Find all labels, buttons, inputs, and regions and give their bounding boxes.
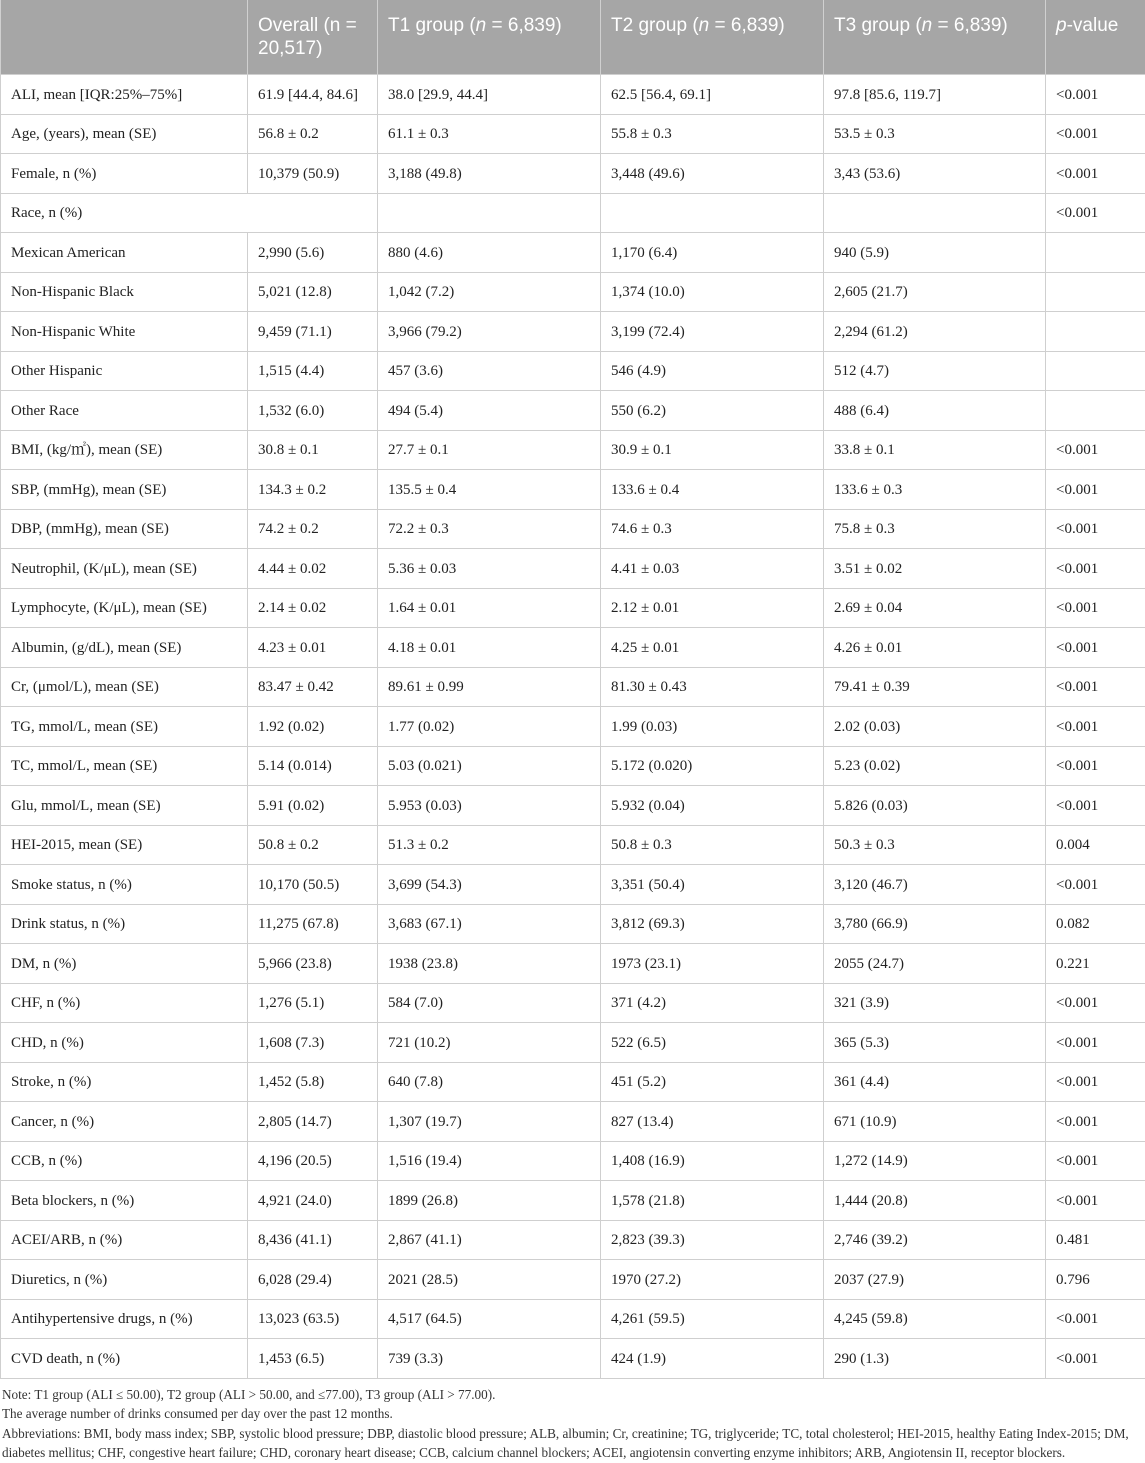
cell-t2: 1,408 (16.9) xyxy=(601,1141,824,1181)
header-t1-suffix: = 6,839) xyxy=(486,15,562,36)
header-t2-n: n xyxy=(699,15,710,36)
cell-overall: 74.2 ± 0.2 xyxy=(248,509,378,549)
cell-p-value: <0.001 xyxy=(1046,1023,1145,1063)
table-row xyxy=(1,786,1145,826)
cell-p-value: 0.004 xyxy=(1046,825,1145,865)
cell-t3: 2,746 (39.2) xyxy=(824,1220,1046,1260)
cell-t3: 5.826 (0.03) xyxy=(824,786,1046,826)
row-label: Diuretics, n (%) xyxy=(1,1260,248,1300)
cell-t1: 2,867 (41.1) xyxy=(378,1220,601,1260)
cell-t3: 3,43 (53.6) xyxy=(824,154,1046,194)
cell-p-value xyxy=(1046,233,1145,273)
table-row xyxy=(1,1141,1145,1181)
cell-p-value: <0.001 xyxy=(1046,1102,1145,1142)
cell-t2: 5.172 (0.020) xyxy=(601,746,824,786)
cell-p-value: <0.001 xyxy=(1046,667,1145,707)
cell-overall: 1,452 (5.8) xyxy=(248,1062,378,1102)
row-label: Cancer, n (%) xyxy=(1,1102,248,1142)
table-row xyxy=(1,75,1145,115)
cell-t3: 79.41 ± 0.39 xyxy=(824,667,1046,707)
cell-t1: 3,683 (67.1) xyxy=(378,904,601,944)
cell-p-value: <0.001 xyxy=(1046,865,1145,905)
cell-t2: 3,351 (50.4) xyxy=(601,865,824,905)
cell-t2: 1970 (27.2) xyxy=(601,1260,824,1300)
row-label: Antihypertensive drugs, n (%) xyxy=(1,1299,248,1339)
cell-t1: 2021 (28.5) xyxy=(378,1260,601,1300)
cell-t1 xyxy=(378,193,601,233)
row-label: Glu, mmol/L, mean (SE) xyxy=(1,786,248,826)
cell-t1: 5.36 ± 0.03 xyxy=(378,549,601,589)
table-row xyxy=(1,667,1145,707)
cell-overall: 30.8 ± 0.1 xyxy=(248,430,378,470)
cell-p-value: 0.082 xyxy=(1046,904,1145,944)
row-label: Cr, (μmol/L), mean (SE) xyxy=(1,667,248,707)
row-label: Female, n (%) xyxy=(1,154,248,194)
cell-p-value: <0.001 xyxy=(1046,193,1145,233)
table-row xyxy=(1,1062,1145,1102)
cell-overall: 4.23 ± 0.01 xyxy=(248,628,378,668)
cell-p-value: <0.001 xyxy=(1046,114,1145,154)
cell-t2: 4.41 ± 0.03 xyxy=(601,549,824,589)
header-t3-group xyxy=(824,0,1046,75)
cell-overall: 5,966 (23.8) xyxy=(248,944,378,984)
cell-t3: 512 (4.7) xyxy=(824,351,1046,391)
cell-t3: 133.6 ± 0.3 xyxy=(824,470,1046,510)
table-row xyxy=(1,983,1145,1023)
cell-t2: 1,578 (21.8) xyxy=(601,1181,824,1221)
cell-t1: 61.1 ± 0.3 xyxy=(378,114,601,154)
cell-p-value: <0.001 xyxy=(1046,1339,1145,1379)
cell-overall: 4.44 ± 0.02 xyxy=(248,549,378,589)
cell-p-value: <0.001 xyxy=(1046,509,1145,549)
row-label: Age, (years), mean (SE) xyxy=(1,114,248,154)
table-row xyxy=(1,154,1145,194)
cell-t1: 1938 (23.8) xyxy=(378,944,601,984)
header-label-column xyxy=(1,0,248,75)
cell-t1: 38.0 [29.9, 44.4] xyxy=(378,75,601,115)
table-row xyxy=(1,312,1145,352)
table-row xyxy=(1,1339,1145,1379)
cell-overall: 6,028 (29.4) xyxy=(248,1260,378,1300)
cell-t2: 74.6 ± 0.3 xyxy=(601,509,824,549)
cell-t3: 97.8 [85.6, 119.7] xyxy=(824,75,1046,115)
header-t1-prefix: T1 group ( xyxy=(388,15,476,36)
table-body xyxy=(1,75,1145,1379)
table-row xyxy=(1,430,1145,470)
row-label: Beta blockers, n (%) xyxy=(1,1181,248,1221)
row-label: Race, n (%) xyxy=(1,193,378,233)
cell-t3: 488 (6.4) xyxy=(824,391,1046,431)
header-t1-n: n xyxy=(476,15,487,36)
cell-t3: 290 (1.3) xyxy=(824,1339,1046,1379)
cell-p-value xyxy=(1046,272,1145,312)
cell-t1: 494 (5.4) xyxy=(378,391,601,431)
table-row xyxy=(1,1260,1145,1300)
cell-t3: 2.69 ± 0.04 xyxy=(824,588,1046,628)
table-row xyxy=(1,865,1145,905)
table-footnotes xyxy=(0,1379,1145,1463)
row-label: Smoke status, n (%) xyxy=(1,865,248,905)
cell-t1: 4.18 ± 0.01 xyxy=(378,628,601,668)
cell-t1: 51.3 ± 0.2 xyxy=(378,825,601,865)
cell-overall: 9,459 (71.1) xyxy=(248,312,378,352)
cell-t1: 640 (7.8) xyxy=(378,1062,601,1102)
cell-overall: 1,608 (7.3) xyxy=(248,1023,378,1063)
cell-t3: 940 (5.9) xyxy=(824,233,1046,273)
cell-t3: 2.02 (0.03) xyxy=(824,707,1046,747)
cell-t3: 2037 (27.9) xyxy=(824,1260,1046,1300)
cell-t1: 1899 (26.8) xyxy=(378,1181,601,1221)
cell-t3: 5.23 (0.02) xyxy=(824,746,1046,786)
row-label: Stroke, n (%) xyxy=(1,1062,248,1102)
cell-t2: 5.932 (0.04) xyxy=(601,786,824,826)
cell-t3: 4.26 ± 0.01 xyxy=(824,628,1046,668)
cell-t2: 3,448 (49.6) xyxy=(601,154,824,194)
header-t2-prefix: T2 group ( xyxy=(611,15,699,36)
table-row xyxy=(1,904,1145,944)
header-t1-group xyxy=(378,0,601,75)
table-row xyxy=(1,114,1145,154)
cell-overall: 8,436 (41.1) xyxy=(248,1220,378,1260)
table-row xyxy=(1,825,1145,865)
cell-t3: 75.8 ± 0.3 xyxy=(824,509,1046,549)
cell-t3: 50.3 ± 0.3 xyxy=(824,825,1046,865)
cell-p-value: <0.001 xyxy=(1046,786,1145,826)
row-label: Non-Hispanic Black xyxy=(1,272,248,312)
cell-t1: 721 (10.2) xyxy=(378,1023,601,1063)
cell-p-value: <0.001 xyxy=(1046,1062,1145,1102)
footnote-line: The average number of drinks consumed per day over the past 12 months. xyxy=(2,1404,1143,1424)
header-t3-prefix: T3 group ( xyxy=(834,15,922,36)
cell-overall: 1,532 (6.0) xyxy=(248,391,378,431)
header-p-suffix: -value xyxy=(1067,15,1119,36)
header-row xyxy=(1,0,1145,75)
cell-t2: 133.6 ± 0.4 xyxy=(601,470,824,510)
cell-t2: 50.8 ± 0.3 xyxy=(601,825,824,865)
cell-t2: 62.5 [56.4, 69.1] xyxy=(601,75,824,115)
cell-p-value: <0.001 xyxy=(1046,430,1145,470)
cell-p-value: <0.001 xyxy=(1046,707,1145,747)
cell-t1: 1,516 (19.4) xyxy=(378,1141,601,1181)
header-t3-suffix: = 6,839) xyxy=(932,15,1008,36)
table-row xyxy=(1,1220,1145,1260)
row-label: Other Race xyxy=(1,391,248,431)
cell-t1: 5.03 (0.021) xyxy=(378,746,601,786)
cell-t2: 2.12 ± 0.01 xyxy=(601,588,824,628)
cell-overall: 1,276 (5.1) xyxy=(248,983,378,1023)
table-row xyxy=(1,233,1145,273)
cell-t2: 424 (1.9) xyxy=(601,1339,824,1379)
cell-t2: 451 (5.2) xyxy=(601,1062,824,1102)
cell-t2: 3,199 (72.4) xyxy=(601,312,824,352)
row-label: Lymphocyte, (K/μL), mean (SE) xyxy=(1,588,248,628)
cell-overall: 10,379 (50.9) xyxy=(248,154,378,194)
cell-t3: 1,272 (14.9) xyxy=(824,1141,1046,1181)
cell-t2: 827 (13.4) xyxy=(601,1102,824,1142)
cell-t1: 1.64 ± 0.01 xyxy=(378,588,601,628)
cell-p-value: <0.001 xyxy=(1046,1181,1145,1221)
row-label: Non-Hispanic White xyxy=(1,312,248,352)
cell-t3: 3,120 (46.7) xyxy=(824,865,1046,905)
row-label: ALI, mean [IQR:25%–75%] xyxy=(1,75,248,115)
cell-t2: 55.8 ± 0.3 xyxy=(601,114,824,154)
header-overall: Overall (n = 20,517) xyxy=(248,0,378,75)
cell-t2 xyxy=(601,193,824,233)
cell-t1: 880 (4.6) xyxy=(378,233,601,273)
header-t3-n: n xyxy=(922,15,933,36)
table-row xyxy=(1,470,1145,510)
cell-overall: 4,196 (20.5) xyxy=(248,1141,378,1181)
table-row xyxy=(1,707,1145,747)
cell-t1: 457 (3.6) xyxy=(378,351,601,391)
cell-t3 xyxy=(824,193,1046,233)
table-row xyxy=(1,1023,1145,1063)
cell-t1: 3,966 (79.2) xyxy=(378,312,601,352)
cell-t2: 1,374 (10.0) xyxy=(601,272,824,312)
cell-t2: 1973 (23.1) xyxy=(601,944,824,984)
row-label: Other Hispanic xyxy=(1,351,248,391)
cell-t2: 522 (6.5) xyxy=(601,1023,824,1063)
cell-t1: 1.77 (0.02) xyxy=(378,707,601,747)
row-label: SBP, (mmHg), mean (SE) xyxy=(1,470,248,510)
header-t2-group xyxy=(601,0,824,75)
table-header xyxy=(1,0,1145,75)
table-row xyxy=(1,509,1145,549)
cell-t1: 3,699 (54.3) xyxy=(378,865,601,905)
cell-p-value: <0.001 xyxy=(1046,628,1145,668)
cell-p-value: <0.001 xyxy=(1046,1299,1145,1339)
cell-overall: 1,515 (4.4) xyxy=(248,351,378,391)
cell-overall: 50.8 ± 0.2 xyxy=(248,825,378,865)
cell-p-value: <0.001 xyxy=(1046,1141,1145,1181)
row-label: DM, n (%) xyxy=(1,944,248,984)
cell-overall: 4,921 (24.0) xyxy=(248,1181,378,1221)
row-label: TG, mmol/L, mean (SE) xyxy=(1,707,248,747)
cell-t2: 1,170 (6.4) xyxy=(601,233,824,273)
cell-overall: 61.9 [44.4, 84.6] xyxy=(248,75,378,115)
cell-p-value: <0.001 xyxy=(1046,154,1145,194)
cell-p-value: 0.481 xyxy=(1046,1220,1145,1260)
row-label: CHD, n (%) xyxy=(1,1023,248,1063)
row-label: HEI-2015, mean (SE) xyxy=(1,825,248,865)
cell-p-value: <0.001 xyxy=(1046,746,1145,786)
row-label: Drink status, n (%) xyxy=(1,904,248,944)
cell-overall: 1.92 (0.02) xyxy=(248,707,378,747)
cell-p-value: <0.001 xyxy=(1046,983,1145,1023)
cell-t2: 3,812 (69.3) xyxy=(601,904,824,944)
cell-t3: 53.5 ± 0.3 xyxy=(824,114,1046,154)
cell-t3: 365 (5.3) xyxy=(824,1023,1046,1063)
cell-t2: 371 (4.2) xyxy=(601,983,824,1023)
cell-t1: 1,042 (7.2) xyxy=(378,272,601,312)
cell-overall: 2.14 ± 0.02 xyxy=(248,588,378,628)
cell-t2: 2,823 (39.3) xyxy=(601,1220,824,1260)
cell-overall: 83.47 ± 0.42 xyxy=(248,667,378,707)
cell-overall: 2,990 (5.6) xyxy=(248,233,378,273)
cell-t3: 321 (3.9) xyxy=(824,983,1046,1023)
cell-overall: 5.14 (0.014) xyxy=(248,746,378,786)
cell-t1: 584 (7.0) xyxy=(378,983,601,1023)
header-p-italic: p xyxy=(1056,15,1067,36)
cell-overall: 5.91 (0.02) xyxy=(248,786,378,826)
cell-t3: 671 (10.9) xyxy=(824,1102,1046,1142)
cell-overall: 5,021 (12.8) xyxy=(248,272,378,312)
row-label: CHF, n (%) xyxy=(1,983,248,1023)
cell-t3: 33.8 ± 0.1 xyxy=(824,430,1046,470)
cell-p-value xyxy=(1046,391,1145,431)
row-label: DBP, (mmHg), mean (SE) xyxy=(1,509,248,549)
cell-t1: 4,517 (64.5) xyxy=(378,1299,601,1339)
table-row xyxy=(1,272,1145,312)
cell-overall: 13,023 (63.5) xyxy=(248,1299,378,1339)
cell-p-value xyxy=(1046,351,1145,391)
cell-t3: 3,780 (66.9) xyxy=(824,904,1046,944)
cell-t3: 3.51 ± 0.02 xyxy=(824,549,1046,589)
table-row xyxy=(1,588,1145,628)
cell-t3: 2055 (24.7) xyxy=(824,944,1046,984)
cell-t1: 739 (3.3) xyxy=(378,1339,601,1379)
cell-overall: 2,805 (14.7) xyxy=(248,1102,378,1142)
cell-t1: 1,307 (19.7) xyxy=(378,1102,601,1142)
cell-t3: 361 (4.4) xyxy=(824,1062,1046,1102)
cell-overall: 1,453 (6.5) xyxy=(248,1339,378,1379)
table-row xyxy=(1,549,1145,589)
cell-overall: 134.3 ± 0.2 xyxy=(248,470,378,510)
cell-t2: 4.25 ± 0.01 xyxy=(601,628,824,668)
cell-t2: 1.99 (0.03) xyxy=(601,707,824,747)
header-p-value xyxy=(1046,0,1145,75)
cell-t2: 81.30 ± 0.43 xyxy=(601,667,824,707)
cell-t2: 550 (6.2) xyxy=(601,391,824,431)
footnote-line: Abbreviations: BMI, body mass index; SBP, systolic blood pressure; DBP, diastolic blood pressure; ALB, albumin; Cr, creatinine; TG, triglyceride; TC, total cholesterol; HEI-2015, healthy Eating Index-2015; DM, diabetes mellitus; CHF, congestive heart failure; CHD, coronary heart disease; CCB, calcium channel blockers; ACEI, angiotensin converting enzyme inhibitors; ARB, Angiotensin II, receptor blockers. xyxy=(2,1424,1143,1463)
table-row xyxy=(1,1299,1145,1339)
cell-t1: 3,188 (49.8) xyxy=(378,154,601,194)
table-row xyxy=(1,1181,1145,1221)
cell-t2: 4,261 (59.5) xyxy=(601,1299,824,1339)
cell-t1: 72.2 ± 0.3 xyxy=(378,509,601,549)
cell-t1: 135.5 ± 0.4 xyxy=(378,470,601,510)
row-label: Mexican American xyxy=(1,233,248,273)
cell-t3: 2,294 (61.2) xyxy=(824,312,1046,352)
row-label: TC, mmol/L, mean (SE) xyxy=(1,746,248,786)
cell-p-value: <0.001 xyxy=(1046,588,1145,628)
row-label: BMI, (kg/㎡), mean (SE) xyxy=(1,430,248,470)
cell-t1: 27.7 ± 0.1 xyxy=(378,430,601,470)
cell-t1: 5.953 (0.03) xyxy=(378,786,601,826)
cell-p-value xyxy=(1046,312,1145,352)
row-label: CCB, n (%) xyxy=(1,1141,248,1181)
cell-t2: 30.9 ± 0.1 xyxy=(601,430,824,470)
header-t2-suffix: = 6,839) xyxy=(709,15,785,36)
table-row xyxy=(1,628,1145,668)
row-label: Albumin, (g/dL), mean (SE) xyxy=(1,628,248,668)
table-row xyxy=(1,193,1145,233)
cell-overall: 11,275 (67.8) xyxy=(248,904,378,944)
table-row xyxy=(1,391,1145,431)
cell-p-value: 0.221 xyxy=(1046,944,1145,984)
cell-t3: 1,444 (20.8) xyxy=(824,1181,1046,1221)
row-label: CVD death, n (%) xyxy=(1,1339,248,1379)
cell-p-value: <0.001 xyxy=(1046,470,1145,510)
cell-t1: 89.61 ± 0.99 xyxy=(378,667,601,707)
cell-overall: 56.8 ± 0.2 xyxy=(248,114,378,154)
cell-t3: 4,245 (59.8) xyxy=(824,1299,1046,1339)
row-label: ACEI/ARB, n (%) xyxy=(1,1220,248,1260)
cell-p-value: <0.001 xyxy=(1046,549,1145,589)
cell-t3: 2,605 (21.7) xyxy=(824,272,1046,312)
cell-p-value: <0.001 xyxy=(1046,75,1145,115)
cell-t2: 546 (4.9) xyxy=(601,351,824,391)
row-label: Neutrophil, (K/μL), mean (SE) xyxy=(1,549,248,589)
table-row xyxy=(1,1102,1145,1142)
cell-overall: 10,170 (50.5) xyxy=(248,865,378,905)
footnote-line: Note: T1 group (ALI ≤ 50.00), T2 group (ALI > 50.00, and ≤77.00), T3 group (ALI > 77.00). xyxy=(2,1385,1143,1405)
table-row xyxy=(1,746,1145,786)
table-row xyxy=(1,351,1145,391)
cell-p-value: 0.796 xyxy=(1046,1260,1145,1300)
table-row xyxy=(1,944,1145,984)
